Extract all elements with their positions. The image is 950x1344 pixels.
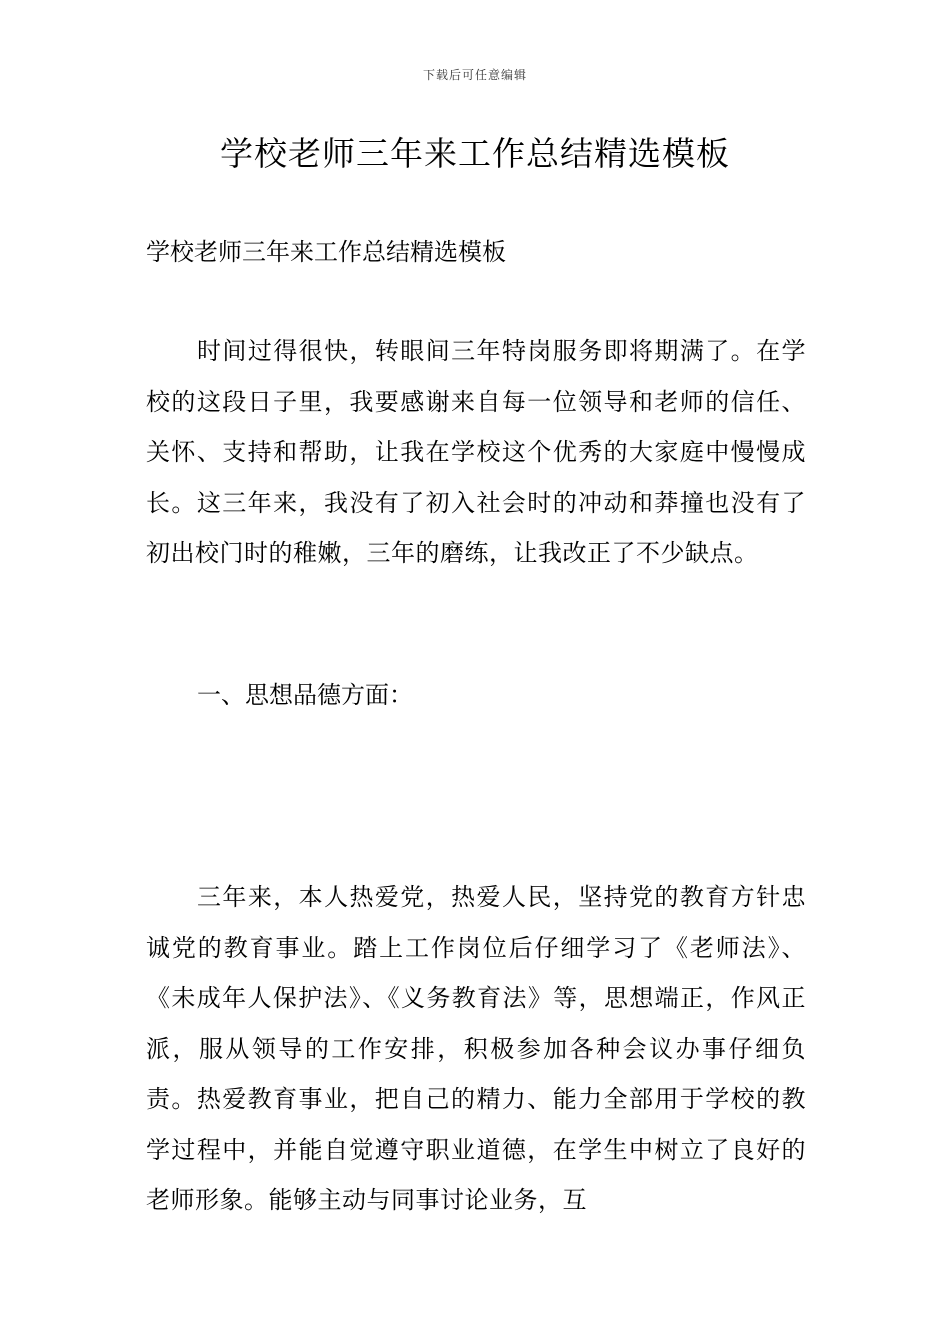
section-heading-ideology: 一、思想品德方面： — [197, 681, 413, 709]
document-subtitle: 学校老师三年来工作总结精选模板 — [146, 238, 506, 266]
document-title: 学校老师三年来工作总结精选模板 — [220, 134, 730, 173]
body-paragraph-2: 三年来，本人热爱党，热爱人民，坚持党的教育方针忠诚党的教育事业。踏上工作岗位后仔细学习了《老师法》、《未成年人保护法》、《义务教育法》等，思想端正，作风正派，服从领导的工作安排，积极参加各种会议办事仔细负责。热爱教育事业，把自己的精力、能力全部用于学校的教学过程中，并能自觉遵守职业道德，在学生中树立了良好的老师形象。能够主动与同事讨论业务，互 — [146, 883, 806, 1214]
page-header-note: 下载后可任意编辑 — [422, 68, 527, 82]
body-paragraph-1: 时间过得很快，转眼间三年特岗服务即将期满了。在学校的这段日子里，我要感谢来自每一位领导和老师的信任、关怀、支持和帮助，让我在学校这个优秀的大家庭中慢慢成长。这三年来，我没有了初入社会时的冲动和莽撞也没有了初出校门时的稚嫩，三年的磨练，让我改正了不少缺点。 — [146, 337, 806, 567]
